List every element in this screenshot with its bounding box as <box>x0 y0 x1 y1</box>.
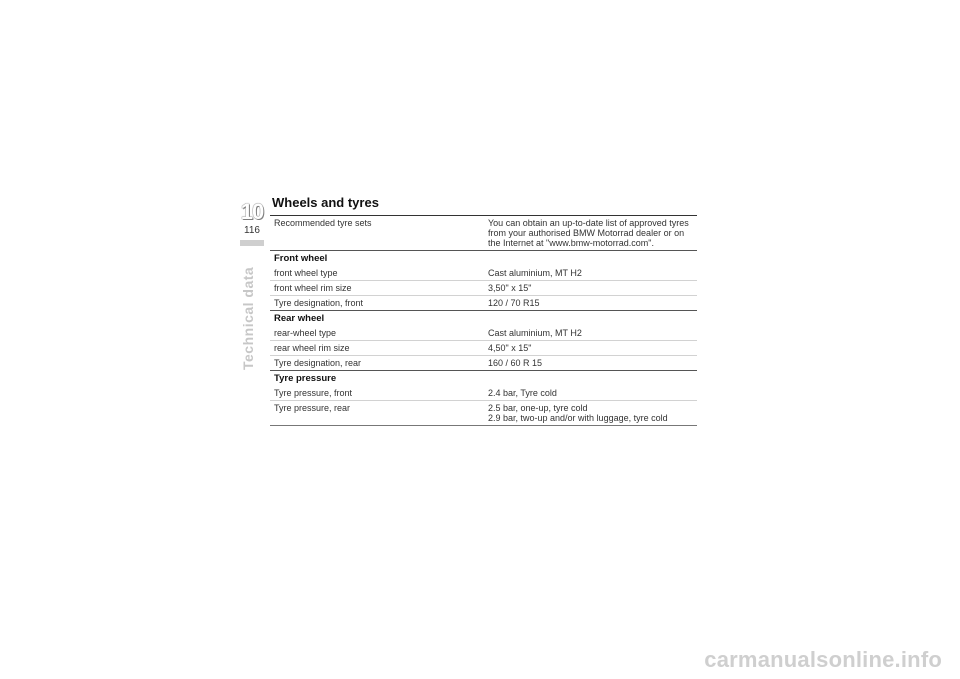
table-row <box>270 401 697 426</box>
section-label: Technical data <box>240 266 256 370</box>
row-value: 3,50" x 15" <box>484 281 697 296</box>
group-heading-rear <box>270 311 697 327</box>
group-heading: Rear wheel <box>270 311 697 327</box>
group-heading-pressure <box>270 371 697 387</box>
row-value: Cast aluminium, MT H2 <box>484 266 697 281</box>
row-value-line: 2.9 bar, two-up and/or with luggage, tyre cold <box>488 413 668 423</box>
chapter-tab-bar <box>240 240 264 246</box>
table-row <box>270 326 697 341</box>
row-label: Tyre pressure, rear <box>270 401 484 426</box>
page-title: Wheels and tyres <box>270 195 697 216</box>
spec-content <box>270 195 697 426</box>
table-row-intro <box>270 216 697 251</box>
row-label: Recommended tyre sets <box>270 216 484 251</box>
row-label: Tyre designation, front <box>270 296 484 311</box>
row-label: rear wheel rim size <box>270 341 484 356</box>
row-value: You can obtain an up-to-date list of approved tyres from your authorised BMW Motorrad dealer or on the Internet at "www.bmw-motorrad.com". <box>484 216 697 251</box>
table-row <box>270 281 697 296</box>
row-value: 4,50" x 15" <box>484 341 697 356</box>
row-value: 160 / 60 R 15 <box>484 356 697 371</box>
row-value: 2.4 bar, Tyre cold <box>484 386 697 401</box>
table-row <box>270 296 697 311</box>
row-value: 120 / 70 R15 <box>484 296 697 311</box>
watermark: carmanualsonline.info <box>704 647 942 672</box>
row-label: front wheel rim size <box>270 281 484 296</box>
row-value-line: 2.5 bar, one-up, tyre cold <box>488 403 588 413</box>
table-row <box>270 386 697 401</box>
row-label: Tyre pressure, front <box>270 386 484 401</box>
row-value <box>484 401 697 426</box>
row-value: Cast aluminium, MT H2 <box>484 326 697 341</box>
page-number: 116 <box>244 225 260 236</box>
spec-table <box>270 216 697 426</box>
row-label: Tyre designation, rear <box>270 356 484 371</box>
table-row <box>270 266 697 281</box>
group-heading: Front wheel <box>270 251 697 267</box>
row-label: front wheel type <box>270 266 484 281</box>
group-heading-front <box>270 251 697 267</box>
table-row <box>270 341 697 356</box>
group-heading: Tyre pressure <box>270 371 697 387</box>
chapter-number: 10 <box>240 199 264 224</box>
table-row <box>270 356 697 371</box>
row-label: rear-wheel type <box>270 326 484 341</box>
